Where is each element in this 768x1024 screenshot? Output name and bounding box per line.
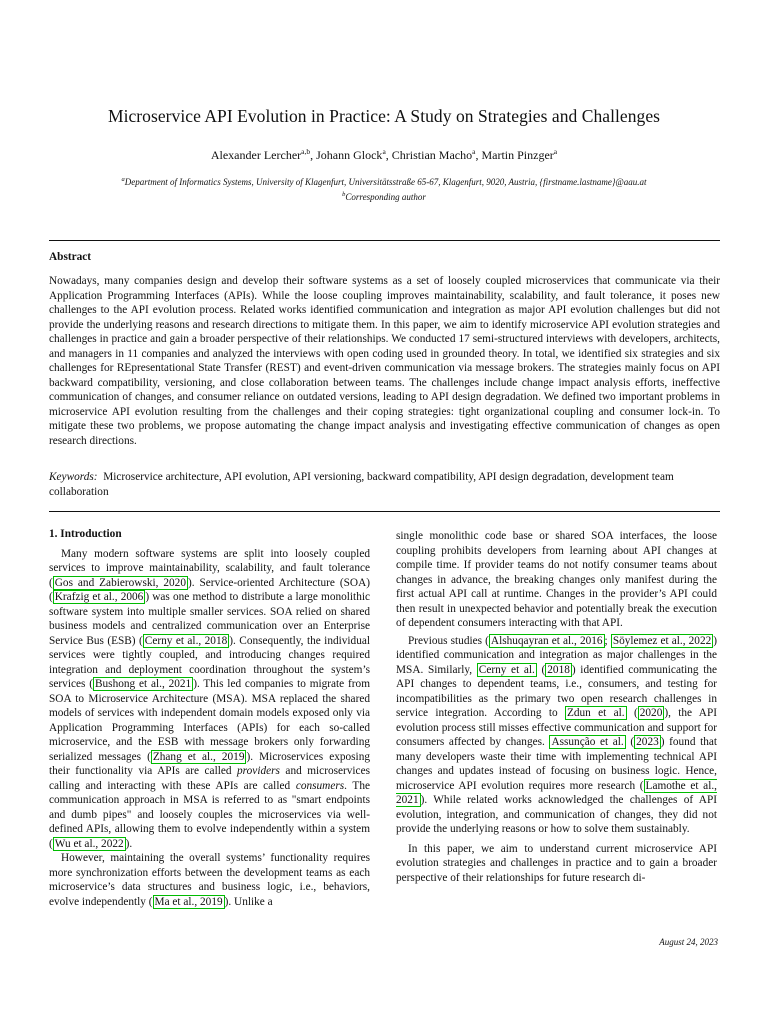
keywords-label: Keywords: (49, 471, 98, 483)
left-column (49, 527, 370, 909)
keywords (49, 470, 720, 499)
page-date: August 24, 2023 (659, 937, 718, 947)
section-heading: 1. Introduction (49, 528, 122, 540)
paragraph: In this paper, we aim to understand current microservice API evolution strategies and challenges in practice and to gain a broader perspective of their relationships for future research di- (396, 842, 717, 884)
affiliation-b: $^b$Corresponding author (342, 190, 426, 202)
abstract-text: Nowadays, many companies design and develop their software systems as a set of loosely coupled microservices that communicate via their Application Programming Interfaces (APIs). While the loose coupling improves maintainability, scalability, and fault tolerance, it poses new challenges to the API evolution process. Related works identified communication and integration as major API evolution challenges but did not provide the underlying reasons and research directions to mitigate them. In this paper, we aim to identify microservice API evolution strategies and challenges in practice and gain a broader perspective of their relationships. We conducted 17 semi-structured interviews with developers, architects, and managers in 11 companies and analyzed the interviews with open coding used in grounded theory. In total, we identified six strategies and six challenges for REpresentational State Transfer (REST) and event-driven communication via message brokers. The strategies mainly focus on API backward compatibility, versioning, and close collaboration between teams. The challenges include change impact analysis efforts, ineffective communication of changes, and consumer reliance on outdated versions, leading to API design degradation. We defined two important problems in microservice API evolution resulting from the challenges and their coping strategies: tight organizational coupling and consumer lock-in. To mitigate these two problems, we propose automating the change impact analysis and investigating effective communication of changes as open research directions. (49, 275, 720, 447)
citation-link[interactable]: Krafzig et al., 2006 (54, 591, 144, 603)
paragraph: However, maintaining the overall systems’ functionality requires more synchronization efforts between the development teams as each microservice’s data structures and business logic, i.e., behaviors, evolve independently ( Ma et al., 2019 ). Unlike a (49, 852, 370, 908)
citation-link[interactable]: Wu et al., 2022 (54, 837, 124, 850)
author-name: Johann Glock (316, 148, 383, 162)
citation-link[interactable]: 2023 (636, 736, 659, 748)
emphasized-term: consumers (295, 779, 345, 792)
paper-title: Microservice API Evolution in Practice: A Study on Strategies and Challenges (107, 106, 661, 126)
citation-link[interactable]: Söylemez et al., 2022 (612, 634, 712, 647)
citation-link[interactable]: Zdun et al. (566, 707, 625, 719)
author-affiliation-mark: a,b (301, 147, 311, 156)
citation-link[interactable]: 2018 (547, 663, 570, 676)
author-affiliation-mark: a (382, 147, 386, 156)
citation-link[interactable]: Assunção et al. (551, 736, 624, 748)
keywords-text: Microservice architecture, API evolution, API versioning, backward compatibility, API design degradation, development team collaboration (49, 471, 674, 498)
affiliation-a: $^a$Department of Informatics Systems, University of Klagenfurt, Universitätsstraße 65-67, Klagenfurt, 9020, Austria, {firstname.lastname}@aau.at (121, 176, 647, 187)
affiliations (0, 174, 768, 203)
citation-link[interactable]: Zhang et al., 2019 (152, 750, 245, 763)
paragraph: Previous studies ( Alshuqayran et al., 2016 ; Söylemez et al., 2022 ) identified communication and integration as major challenges in the MSA. Similarly, Cerny et al. ( 2018 ) identified communicating the API changes to dependent teams, i.e., consumers, and testing for incompatibilities as the primary two open research challenges in service integration. According to Zdun et al. ( 2020 ), the API evolution process still misses effective communication and support for consumers affected by changes. Assunção et al. ( 2023 ) found that many developers waste their time with implementing technical API changes and updates instead of focusing on business logic. Hence, microservice API evolution requires more research ( Lamothe et al., 2021 ). While related works acknowledged the challenges of API evolution, integration, and communication of changes, they did not provide the underlying reasons or how to solve them sustainably. (396, 634, 718, 835)
emphasized-term: providers (237, 765, 280, 777)
author-list: Alexander Lercher$^{a,b}$, Johann Glock$^a$, Christian Macho$^a$, Martin Pinzger$^a$ (210, 147, 558, 162)
author-affiliation-mark: a (472, 147, 476, 156)
citation-link[interactable]: Gos and Zabierowski, 2020 (54, 576, 186, 589)
citation-link[interactable]: 2020 (639, 707, 663, 719)
abstract-bottom-rule (49, 511, 720, 512)
citation-link[interactable]: Ma et al., 2019 (154, 895, 223, 908)
author-name: Alexander Lercher (210, 148, 302, 162)
author-name: Christian Macho (391, 148, 473, 162)
citation-link[interactable]: Alshuqayran et al., 2016 (490, 634, 603, 647)
citation-link[interactable]: Bushong et al., 2021 (94, 678, 192, 690)
abstract-heading: Abstract (49, 251, 92, 263)
paragraph: Many modern software systems are split into loosely coupled services to improve maintainability, scalability, and fault tolerance ( Gos and Zabierowski, 2020 ). Service-oriented Architecture (SOA) ( Krafzig et al., 2006 ) was one method to distribute a large monolithic software system into multiple smaller services. SOA relied on shared business models and centralized communication over an Enterprise Service Bus (ESB) ( Cerny et al., 2018 ). Consequently, the individual services were tightly coupled, and introducing changes required integration and deployment coordination throughout the system’s services ( Bushong et al., 2021 ). This led companies to migrate from SOA to Microservice Architecture (MSA). MSA replaced the shared models of services with independent domain models exposed only via Application Programming Interfaces (APIs) for each so-called microservice, and the ESB with message brokers only forwarding serialized messages ( Zhang et al., 2019 ). Microservices exposing their functionality via APIs are called providers and microservices calling and interacting with these APIs are called consumers. The communication approach in MSA is referred to as "smart endpoints and dumb pipes" and loosely couples the microservices via well-defined APIs, allowing them to evolve independently within a system ( Wu et al., 2022 ). (49, 547, 371, 850)
paragraph: single monolithic code base or shared SOA interfaces, the loose coupling prohibits developers from learning about API changes at compile time. If provider teams do not notify consumer teams about changes in advance, the breaking changes only manifest during the first actual API call at runtime. Changes in the provider’s API could then result in unexpected behavior and potentially break the execution of dependent consumers interacting with that API. (396, 530, 717, 629)
abstract-top-rule (49, 240, 720, 241)
citation-link[interactable]: Cerny et al. (478, 663, 535, 676)
citation-link[interactable]: Lamothe et al., 2021 (396, 779, 717, 806)
author-name: Martin Pinzger (481, 148, 554, 162)
author-affiliation-mark: a (553, 147, 558, 156)
right-column (396, 529, 717, 885)
citation-link[interactable]: Cerny et al., 2018 (144, 634, 228, 647)
